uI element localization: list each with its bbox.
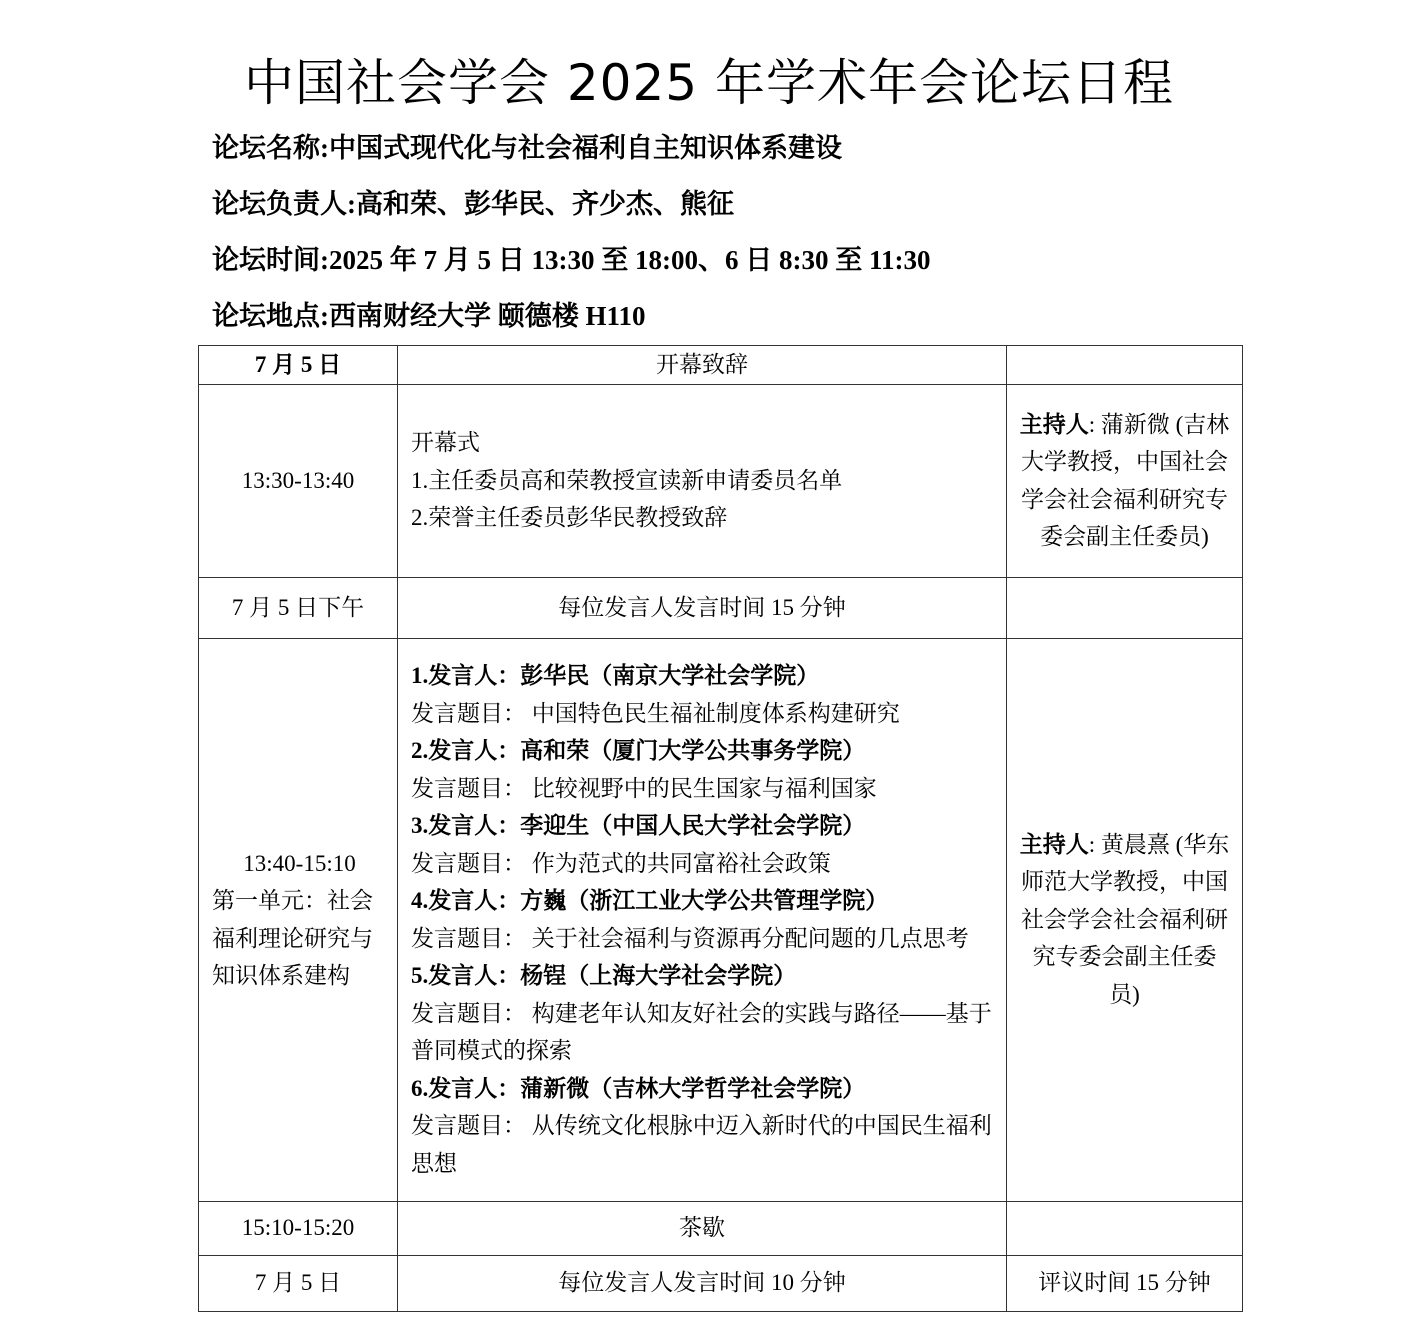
unit-title: 第一单元：社会福利理论研究与知识体系建构 (212, 888, 373, 988)
host-cell (1007, 1201, 1243, 1255)
topic-label: 发言题目： (411, 1113, 526, 1138)
speaker-name: 蒲新微（吉林大学哲学社会学院） (520, 1075, 866, 1101)
page-title: 中国社会学会 2025 年学术年会论坛日程 (243, 54, 1175, 112)
speaker-item (411, 957, 998, 995)
host-text: : 蒲新微 (吉林大学教授，中国社会学会社会福利研究专委会副主任委员) (1021, 411, 1230, 549)
forum-place (212, 298, 646, 334)
speaker-name: 彭华民（南京大学社会学院） (520, 663, 820, 688)
topic-text: 构建老年认知友好社会的实践与路径——基于普同模式的探索 (411, 1000, 992, 1063)
date-cell: 7 月 5 日 (199, 346, 398, 385)
topic-text: 比较视野中的民生国家与福利国家 (531, 775, 877, 801)
topic-label: 发言题目： (411, 850, 526, 876)
speaker-topic (411, 920, 998, 958)
unit-cell (199, 638, 398, 1201)
time-cell: 13:30-13:40 (199, 384, 398, 577)
date-cell: 7 月 5 日 (199, 1255, 398, 1311)
review-time-cell: 评议时间 15 分钟 (1007, 1255, 1243, 1311)
topic-text: 中国特色民生福祉制度体系构建研究 (531, 700, 900, 726)
speaker-topic (411, 695, 998, 733)
speaker-label: 3.发言人： (411, 813, 521, 838)
opening-line: 1.主任委员高和荣教授宣读新申请委员名单 (411, 467, 843, 493)
session-title-cell: 茶歇 (398, 1201, 1007, 1255)
topic-text: 作为范式的共同富裕社会政策 (531, 850, 831, 876)
table-row (199, 577, 1243, 638)
forum-time-label: 论坛时间: (212, 245, 329, 275)
date-cell: 7 月 5 日下午 (199, 577, 398, 638)
host-cell (1007, 346, 1243, 385)
topic-label: 发言题目： (411, 925, 526, 951)
forum-place-value: 西南财经大学 颐德楼 H110 (329, 301, 646, 331)
speakers-cell (398, 638, 1007, 1201)
opening-line: 开幕式 (411, 430, 480, 456)
forum-time-value: 2025 年 7 月 5 日 13:30 至 18:00、6 日 8:30 至 11:30 (329, 245, 931, 275)
opening-line: 2.荣誉主任委员彭华民教授致辞 (411, 505, 728, 531)
table-row (199, 1255, 1243, 1311)
speaker-item (411, 807, 998, 845)
topic-label: 发言题目： (411, 700, 526, 726)
topic-label: 发言题目： (411, 775, 526, 801)
forum-name-label: 论坛名称: (212, 133, 329, 163)
speaker-name: 方巍（浙江工业大学公共管理学院） (520, 888, 889, 913)
host-label: 主持人 (1019, 831, 1089, 857)
forum-owners-label: 论坛负责人: (212, 189, 356, 219)
speaker-item (411, 882, 998, 920)
speaker-topic (411, 1107, 998, 1182)
speaker-topic (411, 770, 998, 808)
speaker-item (411, 657, 998, 695)
table-row (199, 1201, 1243, 1255)
forum-time (212, 242, 930, 278)
speaker-label: 2.发言人： (411, 738, 521, 763)
speaker-topic (411, 845, 998, 883)
speaker-name: 李迎生（中国人民大学社会学院） (520, 813, 866, 838)
schedule-table (198, 345, 1243, 1312)
topic-text: 关于社会福利与资源再分配问题的几点思考 (531, 925, 969, 951)
speaker-topic (411, 995, 998, 1070)
forum-owners-value: 高和荣、彭华民、齐少杰、熊征 (356, 189, 734, 219)
host-label: 主持人 (1019, 411, 1089, 437)
forum-name-value: 中国式现代化与社会福利自主知识体系建设 (329, 133, 842, 163)
topic-text: 从传统文化根脉中迈入新时代的中国民生福利思想 (411, 1113, 992, 1176)
topic-label: 发言题目： (411, 1000, 526, 1026)
time-cell: 15:10-15:20 (199, 1201, 398, 1255)
session-title-cell: 开幕致辞 (398, 346, 1007, 385)
forum-name (212, 130, 842, 166)
speaker-name: 杨锃（上海大学社会学院） (520, 963, 797, 988)
note-cell: 每位发言人发言时间 15 分钟 (398, 577, 1007, 638)
host-cell (1007, 577, 1243, 638)
note-cell: 每位发言人发言时间 10 分钟 (398, 1255, 1007, 1311)
time-text: 13:40-15:10 (243, 850, 356, 876)
speaker-label: 5.发言人： (411, 963, 521, 988)
opening-items-cell (398, 384, 1007, 577)
speaker-item (411, 1070, 998, 1108)
forum-place-label: 论坛地点: (212, 301, 329, 331)
forum-owners (212, 186, 734, 222)
speaker-label: 1.发言人： (411, 663, 521, 688)
host-text: : 黄晨熹 (华东师范大学教授，中国社会学会社会福利研究专委会副主任委员) (1021, 831, 1230, 1007)
table-row (199, 346, 1243, 385)
table-row (199, 384, 1243, 577)
speaker-name: 高和荣（厦门大学公共事务学院） (520, 738, 866, 763)
speaker-item (411, 732, 998, 770)
speaker-label: 6.发言人： (411, 1075, 521, 1101)
host-cell (1007, 638, 1243, 1201)
host-cell (1007, 384, 1243, 577)
speaker-label: 4.发言人： (411, 888, 521, 913)
table-row (199, 638, 1243, 1201)
